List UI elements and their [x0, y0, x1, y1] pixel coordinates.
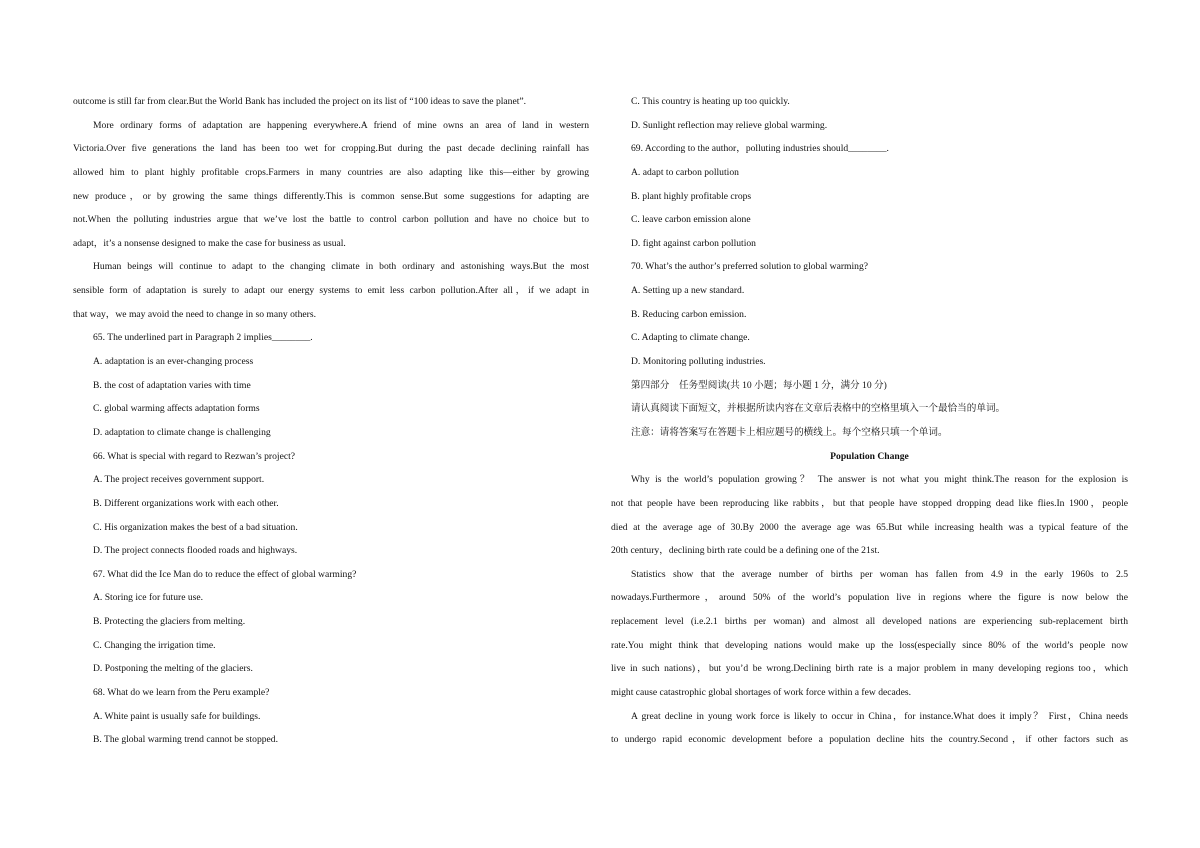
answer-option: D. Sunlight reflection may relieve global warming.: [631, 119, 828, 131]
paragraph-line: outcome is still far from clear.But the World Bank has included the project on its list of “100 ideas to save the planet”.: [73, 96, 527, 107]
answer-option: A. White paint is usually safe for buildings.: [93, 710, 261, 722]
paragraph-first-line: Why is the world’s population growing？ The answer is not what you might think.The reason for the explosion is: [631, 474, 1128, 486]
answer-option: C. Adapting to climate change.: [631, 332, 750, 344]
paragraph-line: not that people have been reproducing like rabbits，but that people have stopped dropping dead like flies.In 1900，people: [611, 497, 1128, 509]
answer-option: A. The project receives government support.: [93, 474, 265, 486]
paragraph-line: 20th century，declining birth rate could be a defining one of the 21st.: [611, 545, 880, 557]
answer-option: B. Protecting the glaciers from melting.: [93, 616, 246, 628]
paragraph-line: 注意：请将答案写在答题卡上相应题号的横线上。每个空格只填一个单词。: [631, 426, 948, 438]
answer-option: A. Setting up a new standard.: [631, 285, 745, 297]
answer-option: B. plant highly profitable crops: [631, 190, 752, 202]
paragraph-first-line: Statistics show that the average number of births per woman has fallen from 4.9 in the early 1960s to 2.5: [631, 568, 1128, 580]
answer-option: C. leave carbon emission alone: [631, 214, 751, 226]
answer-option: A. adapt to carbon pollution: [631, 166, 739, 178]
right-column: [611, 90, 1128, 752]
paragraph-line: that way，we may avoid the need to change in so many others.: [73, 308, 316, 320]
paragraph-line: not.When the polluting industries argue that we’ve lost the battle to control carbon pollution and have no choice but to: [73, 214, 589, 226]
answer-option: B. Reducing carbon emission.: [631, 308, 747, 320]
answer-option: B. Different organizations work with each other.: [93, 497, 279, 509]
answer-option: A. Storing ice for future use.: [93, 592, 204, 604]
answer-option: D. Postponing the melting of the glaciers.: [93, 663, 253, 675]
paragraph-line: sensible form of adaptation is surely to adapt our energy systems to emit less carbon pollution.After all，if we adapt in: [73, 285, 589, 297]
answer-option: A. adaptation is an ever-changing process: [93, 356, 254, 368]
paragraph-line: 第四部分 任务型阅读(共 10 小题；每小题 1 分，满分 10 分): [631, 379, 887, 391]
paragraph-line: adapt，it’s a nonsense designed to make the case for business as usual.: [73, 237, 346, 249]
paragraph-line: Victoria.Over five generations the land has been too wet for cropping.But during the past decade declining rainfall has: [73, 143, 589, 155]
passage-title: Population Change: [830, 450, 909, 462]
paragraph-line: rate.You might think that developing nations would make up the loss(especially since 80% of the world’s people now: [611, 639, 1128, 651]
answer-option: B. the cost of adaptation varies with time: [93, 379, 251, 391]
paragraph-first-line: Human beings will continue to adapt to the changing climate in both ordinary and astonishing ways.But the most: [93, 261, 589, 273]
question-stem: 66. What is special with regard to Rezwan’s project?: [93, 450, 296, 462]
answer-option: D. fight against carbon pollution: [631, 237, 756, 249]
paragraph-line: to undergo rapid economic development before a population decline hits the country.Second，if other factors such as: [611, 734, 1128, 746]
answer-option: D. The project connects flooded roads and highways.: [93, 545, 298, 557]
question-stem: 68. What do we learn from the Peru example?: [93, 687, 270, 699]
paragraph-line: might cause catastrophic global shortages of work force within a few decades.: [611, 687, 911, 699]
answer-option: C. Changing the irrigation time.: [93, 639, 216, 651]
paragraph-line: live in such nations)，but you’d be wrong.Declining birth rate is a major problem in many developing regions too，which: [611, 663, 1128, 675]
question-stem: 70. What’s the author’s preferred solution to global warming?: [631, 261, 869, 273]
paragraph-line: replacement level (i.e.2.1 births per woman) and almost all developed nations are experiencing sub-replacement birth: [611, 616, 1128, 628]
paragraph-line: died at the average age of 30.By 2000 the average age was 65.But while increasing health was a typical feature of the: [611, 521, 1128, 533]
answer-option: D. Monitoring polluting industries.: [631, 356, 766, 368]
paragraph-line: new produce，or by growing the same things differently.This is common sense.But some suggestions for adapting are: [73, 190, 589, 202]
paragraph-first-line: A great decline in young work force is likely to occur in China，for instance.What does it imply？ First，China needs: [631, 710, 1128, 722]
paragraph-first-line: More ordinary forms of adaptation are happening everywhere.A friend of mine owns an area of land in western: [93, 119, 589, 131]
paragraph-line: nowadays.Furthermore，around 50% of the world’s population live in regions where the figure is now below the: [611, 592, 1128, 604]
answer-option: D. adaptation to climate change is challenging: [93, 426, 271, 438]
answer-option: C. His organization makes the best of a bad situation.: [93, 521, 298, 533]
answer-option: C. This country is heating up too quickly.: [631, 96, 790, 107]
question-stem: 65. The underlined part in Paragraph 2 implies________.: [93, 332, 313, 344]
question-stem: 69. According to the author，polluting industries should________.: [631, 143, 889, 155]
answer-option: C. global warming affects adaptation forms: [93, 403, 260, 415]
left-column: [73, 90, 589, 752]
answer-option: B. The global warming trend cannot be stopped.: [93, 734, 278, 746]
paragraph-line: allowed him to plant highly profitable crops.Farmers in many countries are also adapting like this—either by growing: [73, 166, 589, 178]
paragraph-line: 请认真阅读下面短文，并根据所读内容在文章后表格中的空格里填入一个最恰当的单词。: [631, 403, 1006, 415]
question-stem: 67. What did the Ice Man do to reduce the effect of global warming?: [93, 568, 357, 580]
